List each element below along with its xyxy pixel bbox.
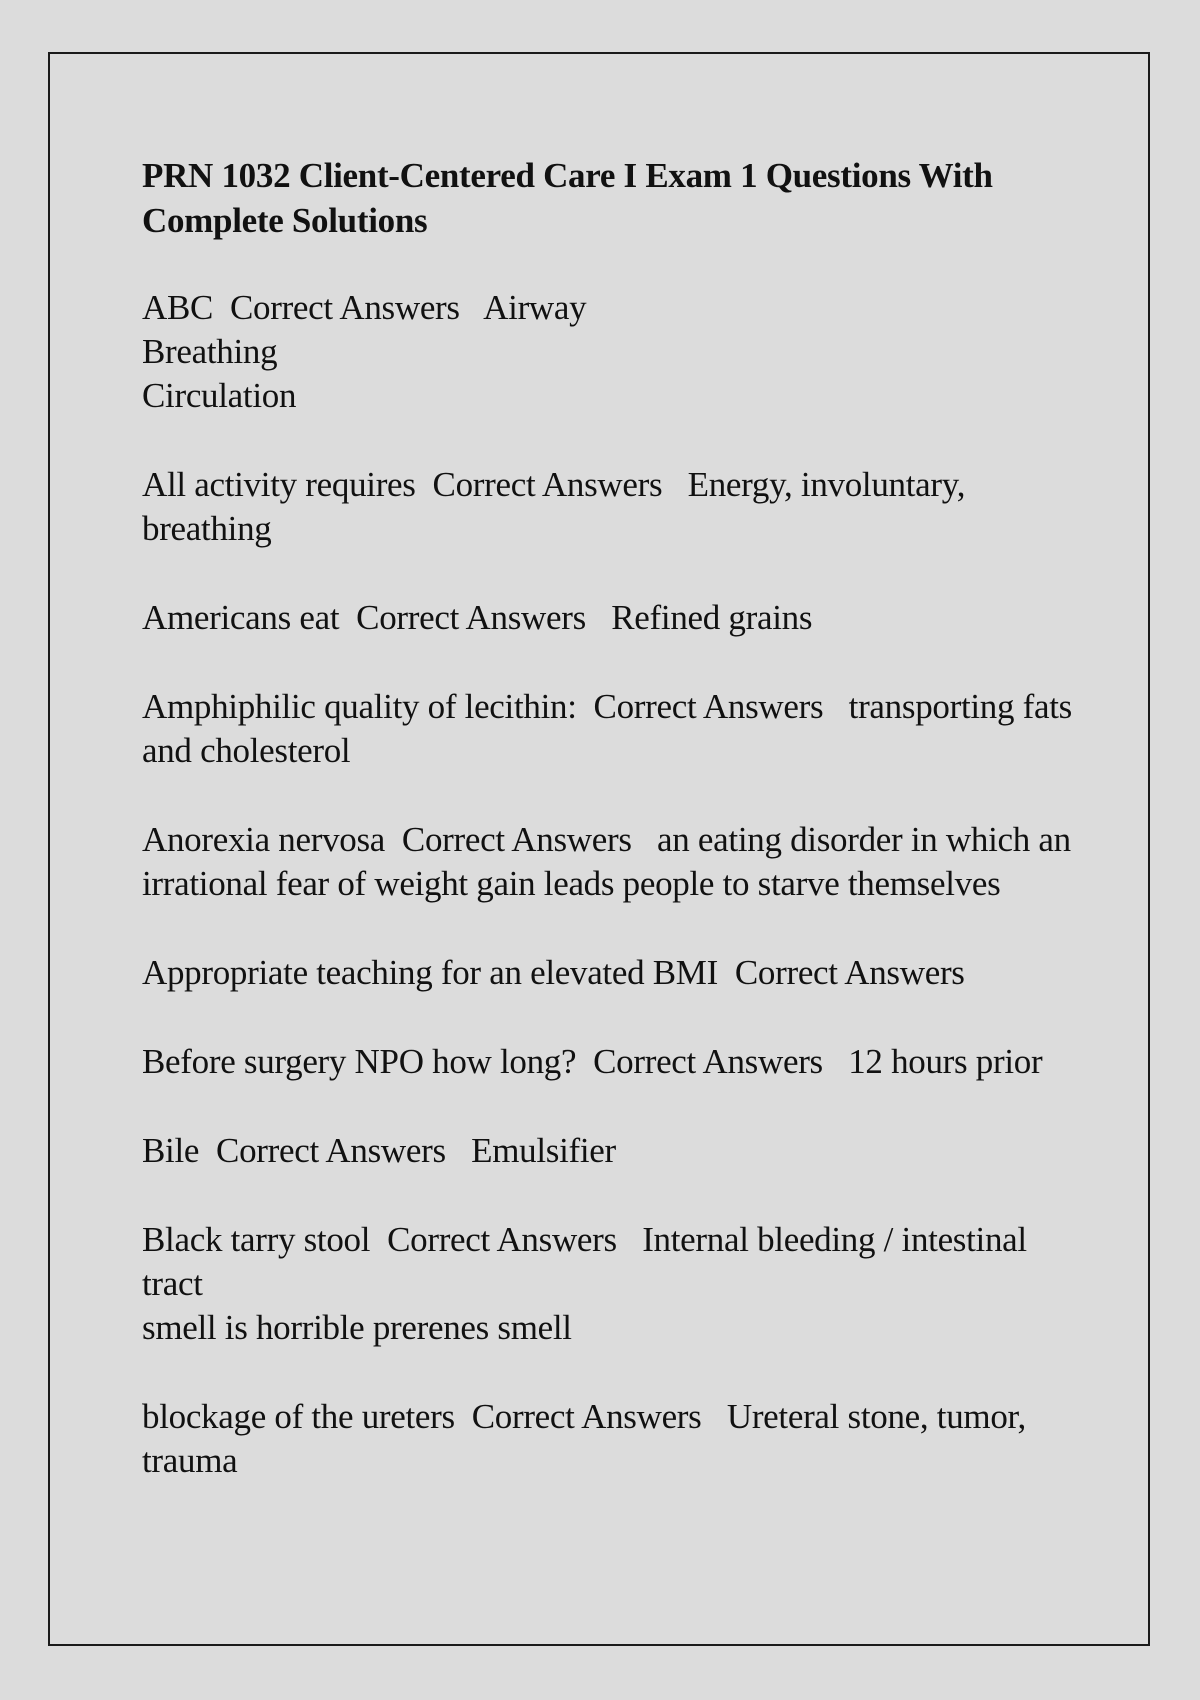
qa-term: Bile — [142, 1131, 200, 1170]
qa-item — [142, 1040, 1072, 1084]
qa-separator: Correct Answers — [424, 465, 680, 504]
qa-term: blockage of the ureters — [142, 1397, 455, 1436]
qa-answer: Airway — [483, 288, 587, 327]
qa-answer: 12 hours prior — [848, 1042, 1043, 1081]
qa-extra-line: Breathing — [142, 332, 278, 371]
qa-term: Appropriate teaching for an elevated BMI — [142, 953, 718, 992]
qa-answer: Energy, involuntary, breathing — [142, 465, 966, 548]
qa-item — [142, 951, 1072, 995]
qa-answer: Refined grains — [611, 598, 813, 637]
qa-separator: Correct Answers — [585, 687, 841, 726]
qa-separator: Correct Answers — [584, 1042, 840, 1081]
qa-item — [142, 685, 1072, 773]
qa-extra-line: smell is horrible prerenes smell — [142, 1308, 572, 1347]
qa-separator: Correct Answers — [463, 1397, 719, 1436]
qa-term: Before surgery NPO how long? — [142, 1042, 577, 1081]
qa-answer: transporting fats and cholesterol — [142, 687, 1072, 770]
qa-answer: an eating disorder in which an irrational fear of weight gain leads people to starve themselves — [142, 820, 1071, 903]
qa-item — [142, 596, 1072, 640]
qa-answer: Internal bleeding / intestinal tract — [142, 1220, 1027, 1303]
qa-answer: Ureteral stone, tumor, trauma — [142, 1397, 1026, 1480]
qa-item — [142, 818, 1072, 906]
qa-item — [142, 1218, 1072, 1350]
qa-extra-line: Circulation — [142, 376, 297, 415]
qa-separator: Correct Answers — [726, 953, 982, 992]
qa-item — [142, 286, 1072, 418]
qa-term: ABC — [142, 288, 214, 327]
qa-separator: Correct Answers — [347, 598, 603, 637]
qa-answer: Emulsifier — [471, 1131, 616, 1170]
document-content — [142, 153, 1072, 1528]
qa-separator: Correct Answers — [221, 288, 477, 327]
document-title: PRN 1032 Client-Centered Care I Exam 1 Questions With Complete Solutions — [142, 156, 993, 240]
qa-term: Black tarry stool — [142, 1220, 371, 1259]
qa-separator: Correct Answers — [378, 1220, 634, 1259]
qa-term: Amphiphilic quality of lecithin: — [142, 687, 577, 726]
qa-item — [142, 463, 1072, 551]
qa-item — [142, 1129, 1072, 1173]
qa-item — [142, 1395, 1072, 1483]
qa-separator: Correct Answers — [207, 1131, 463, 1170]
qa-term: All activity requires — [142, 465, 416, 504]
qa-separator: Correct Answers — [393, 820, 649, 859]
qa-term: Anorexia nervosa — [142, 820, 386, 859]
qa-term: Americans eat — [142, 598, 340, 637]
